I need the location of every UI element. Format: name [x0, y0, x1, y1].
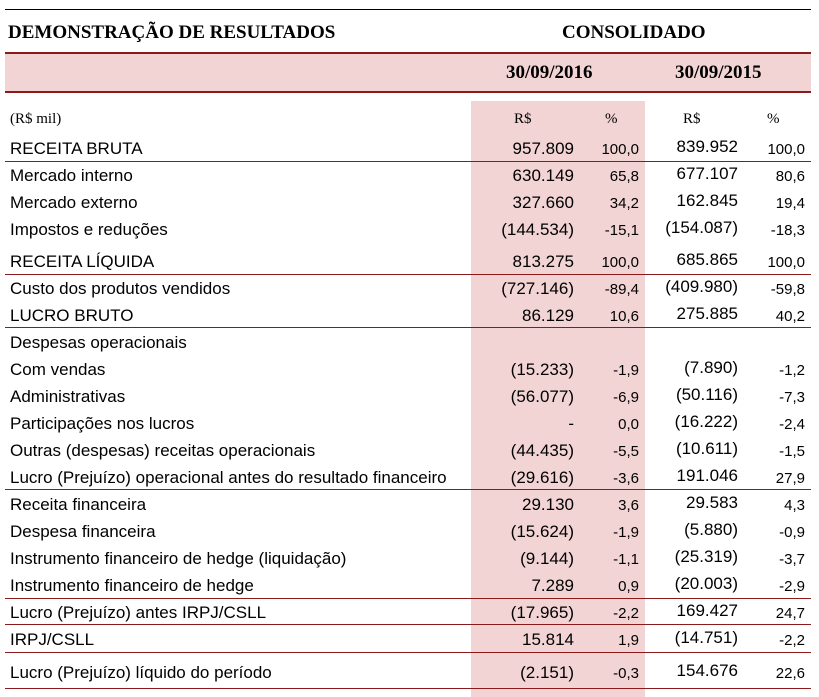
value-2016: (9.144)	[520, 549, 574, 568]
pct-2016: 100,0	[601, 254, 639, 271]
value-2016: -	[568, 414, 574, 433]
table-row	[0, 546, 819, 573]
row-label: Lucro (Prejuízo) antes IRPJ/CSLL	[10, 603, 267, 622]
value-2016: 813.275	[512, 252, 574, 271]
table-row	[0, 190, 819, 217]
value-2016: (15.624)	[510, 522, 574, 541]
pct-2016: 0,9	[618, 578, 639, 595]
table-row	[0, 330, 819, 357]
pct-2015: -0,9	[779, 524, 805, 541]
table-row	[0, 438, 819, 465]
rule-after-receita-bruta	[5, 161, 811, 162]
col-value-2016: R$	[514, 111, 532, 127]
table-row	[0, 573, 819, 600]
row-label: Receita financeira	[10, 495, 147, 514]
pct-2015: -1,5	[779, 443, 805, 460]
value-2015: 677.107	[676, 164, 738, 183]
pct-2015: -18,3	[770, 222, 805, 239]
pct-2015: -2,9	[779, 578, 805, 595]
rule-after-antes-irpj	[5, 624, 811, 625]
value-2016: 7.289	[531, 576, 574, 595]
value-2015: (25.319)	[674, 547, 738, 566]
value-2016: 29.130	[522, 495, 574, 514]
pct-2016: -5,5	[613, 443, 639, 460]
value-2016: 86.129	[522, 306, 574, 325]
pct-2015: -1,2	[779, 362, 805, 379]
pct-2015: 4,3	[784, 497, 805, 514]
table-row	[0, 303, 819, 330]
value-2016: (17.965)	[510, 603, 574, 622]
value-2015: (5.880)	[684, 520, 738, 539]
pct-2016: 100,0	[601, 141, 639, 158]
col-pct-2016: %	[605, 111, 618, 127]
row-label: Outras (despesas) receitas operacionais	[10, 441, 316, 460]
row-label: Lucro (Prejuízo) operacional antes do resultado financeiro	[10, 468, 447, 487]
row-label: Administrativas	[10, 387, 126, 406]
value-2015: (14.751)	[674, 628, 738, 647]
value-2016: (727.146)	[501, 279, 574, 298]
value-2015: (7.890)	[684, 358, 738, 377]
pct-2015: -2,4	[779, 416, 805, 433]
pct-2016: 0,0	[618, 416, 639, 433]
value-2015: 275.885	[676, 304, 738, 323]
scope-label: CONSOLIDADO	[562, 22, 706, 43]
value-2015: 839.952	[676, 137, 738, 156]
pct-2015: 24,7	[775, 605, 805, 622]
table-row	[0, 163, 819, 190]
value-2015: (154.087)	[665, 218, 738, 237]
row-label: Participações nos lucros	[10, 414, 195, 433]
pct-2015: 40,2	[775, 308, 805, 325]
row-label: Custo dos produtos vendidos	[10, 279, 231, 298]
pct-2016: 34,2	[609, 195, 639, 212]
row-label: Mercado interno	[10, 166, 133, 185]
pct-2016: 3,6	[618, 497, 639, 514]
value-2015: 29.583	[686, 493, 738, 512]
table-row	[0, 411, 819, 438]
bottom-rule	[5, 688, 811, 689]
table-row	[0, 136, 819, 163]
period-rule	[5, 91, 811, 93]
value-2016: (44.435)	[510, 441, 574, 460]
period-2015: 30/09/2015	[675, 62, 762, 83]
value-2016: (56.077)	[510, 387, 574, 406]
period-2016: 30/09/2016	[506, 62, 593, 83]
value-2015: (50.116)	[675, 385, 738, 404]
value-2016: 630.149	[512, 166, 574, 185]
row-label: RECEITA BRUTA	[10, 139, 143, 158]
row-label: Impostos e reduções	[10, 220, 168, 239]
value-2015: 191.046	[676, 466, 738, 485]
value-2016: 327.660	[512, 193, 574, 212]
value-2016: (2.151)	[520, 663, 574, 682]
pct-2015: -7,3	[779, 389, 805, 406]
row-label: IRPJ/CSLL	[10, 630, 95, 649]
table-row	[0, 357, 819, 384]
top-rule	[5, 9, 811, 10]
value-2016: (15.233)	[510, 360, 574, 379]
pct-2016: -1,9	[613, 524, 639, 541]
table-row	[0, 249, 819, 276]
rule-after-lucro-bruto	[5, 327, 811, 328]
value-2016: 15.814	[522, 630, 574, 649]
value-2015: (16.222)	[674, 412, 738, 431]
row-label: Mercado externo	[10, 193, 138, 212]
value-2015: (409.980)	[665, 277, 738, 296]
row-label: RECEITA LÍQUIDA	[10, 252, 155, 271]
col-pct-2015: %	[767, 111, 780, 127]
row-label: Instrumento financeiro de hedge	[10, 576, 254, 595]
value-2016: 957.809	[512, 139, 574, 158]
table-row	[0, 465, 819, 492]
pct-2015: -59,8	[770, 281, 805, 298]
pct-2016: 10,6	[609, 308, 639, 325]
row-label: Despesa financeira	[10, 522, 156, 541]
value-2016: (144.534)	[501, 220, 574, 239]
pct-2016: -89,4	[604, 281, 639, 298]
table-row	[0, 217, 819, 244]
table-row	[0, 519, 819, 546]
value-2016: (29.616)	[510, 468, 574, 487]
value-2015: (20.003)	[674, 574, 738, 593]
rule-before-antes-irpj	[5, 598, 811, 599]
row-label: LUCRO BRUTO	[10, 306, 134, 325]
pct-2015: 19,4	[775, 195, 805, 212]
pct-2015: -3,7	[779, 551, 805, 568]
unit-label: (R$ mil)	[10, 111, 62, 127]
rule-after-operacional	[5, 489, 811, 490]
table-row	[0, 600, 819, 627]
pct-2016: -0,3	[613, 665, 639, 682]
pct-2015: 100,0	[767, 254, 805, 271]
pct-2016: -6,9	[613, 389, 639, 406]
pct-2015: -2,2	[779, 632, 805, 649]
value-2015: 154.676	[676, 661, 738, 680]
pct-2016: 1,9	[618, 632, 639, 649]
pct-2016: -1,9	[613, 362, 639, 379]
pct-2016: -1,1	[613, 551, 639, 568]
table-row	[0, 660, 819, 687]
rule-before-liquido	[5, 652, 811, 653]
pct-2016: -15,1	[604, 222, 639, 239]
pct-2015: 27,9	[775, 470, 805, 487]
row-label: Lucro (Prejuízo) líquido do período	[10, 663, 272, 682]
pct-2016: 65,8	[609, 168, 639, 185]
table-row	[0, 384, 819, 411]
table-row	[0, 492, 819, 519]
pct-2015: 22,6	[775, 665, 805, 682]
value-2015: (10.611)	[675, 439, 738, 458]
pct-2015: 100,0	[767, 141, 805, 158]
row-label: Com vendas	[10, 360, 106, 379]
value-2015: 685.865	[676, 250, 738, 269]
col-value-2015: R$	[683, 111, 701, 127]
statement-title: DEMONSTRAÇÃO DE RESULTADOS	[8, 22, 336, 43]
pct-2015: 80,6	[775, 168, 805, 185]
value-2015: 169.427	[676, 601, 738, 620]
row-label: Despesas operacionais	[10, 333, 187, 352]
rule-after-receita-liquida	[5, 274, 811, 275]
table-row	[0, 627, 819, 654]
row-label: Instrumento financeiro de hedge (liquidação)	[10, 549, 347, 568]
pct-2016: -2,2	[613, 605, 639, 622]
table-row	[0, 276, 819, 303]
pct-2016: -3,6	[613, 470, 639, 487]
value-2015: 162.845	[676, 191, 738, 210]
